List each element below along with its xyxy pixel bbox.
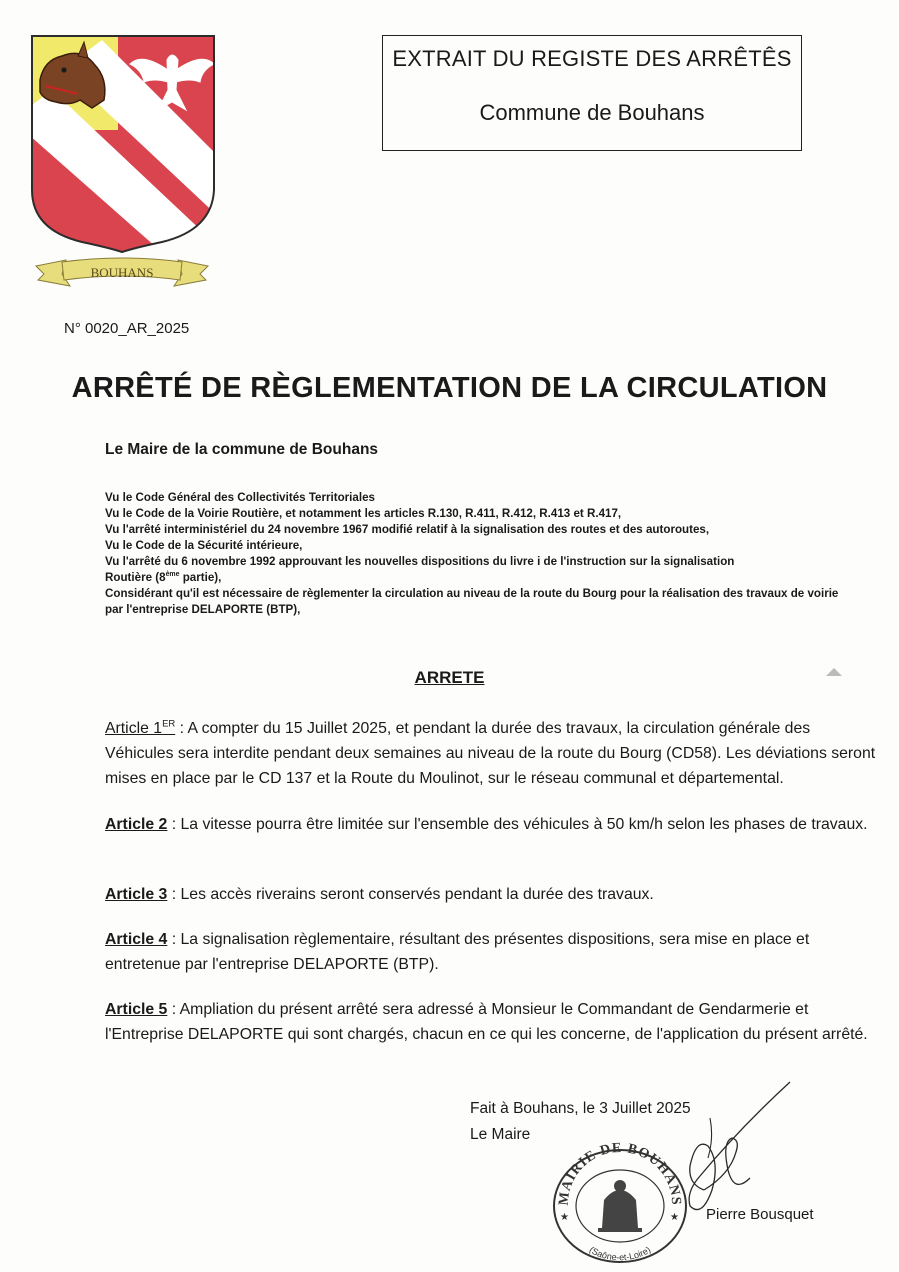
article-label: Article 4 [105, 931, 168, 948]
article-3 [105, 882, 880, 907]
article-text: : La vitesse pourra être limitée sur l'ensemble des véhicules à 50 km/h selon les phases de travaux. [167, 816, 868, 833]
signature-role: Le Maire [470, 1126, 531, 1143]
consideration-item [105, 570, 885, 586]
article-text: : Ampliation du présent arrêté sera adressé à Monsieur le Commandant de Gendarmerie et l'Entreprise DELAPORTE qui sont chargés, chacun en ce qui les concerne, de l'application du présent arrêté. [105, 1001, 868, 1043]
consideration-item: Vu le Code Général des Collectivités Territoriales [105, 491, 375, 504]
article-label: Article 3 [105, 886, 168, 903]
banner-text: BOUHANS [90, 265, 154, 280]
commune-name: Commune de Bouhans [479, 100, 705, 125]
signature-place-date: Fait à Bouhans, le 3 Juillet 2025 [470, 1100, 691, 1117]
consideration-item: Considérant qu'il est nécessaire de règlementer la circulation au niveau de la route du Bourg pour la réalisation des travaux de voirie [105, 587, 839, 600]
header-box [382, 35, 802, 151]
signatory-name: Pierre Bousquet [706, 1206, 814, 1223]
consideration-item: Vu l'arrêté interministériel du 24 novembre 1967 modifié relatif à la signalisation des routes et des autoroutes, [105, 523, 710, 536]
article-label [105, 720, 175, 737]
article-label: Article 2 [105, 816, 168, 833]
svg-text:★: ★ [560, 1212, 569, 1223]
superscript: ème [165, 571, 180, 579]
mayor-line: Le Maire de la commune de Bouhans [105, 441, 379, 458]
consideration-item: Vu le Code de la Sécurité intérieure, [105, 539, 303, 552]
page-title: ARRÊTÉ DE RÈGLEMENTATION DE LA CIRCULATION [71, 372, 828, 404]
article-label-text: Article 1 [105, 720, 163, 737]
article-text: : Les accès riverains seront conservés pendant la durée des travaux. [167, 886, 654, 903]
superscript: ER [162, 718, 176, 730]
svg-text:★: ★ [670, 1212, 679, 1223]
article-label: Article 5 [105, 1001, 168, 1018]
scan-mark-icon [826, 668, 842, 676]
stamp-text-top: MAIRIE DE BOUHANS [556, 1140, 684, 1207]
reference-number: N° 0020_AR_2025 [64, 320, 190, 337]
consideration-item: Vu l'arrêté du 6 novembre 1992 approuvant les nouvelles dispositions du livre i de l'instruction sur la signalisation [105, 555, 735, 568]
consideration-item: Vu le Code de la Voirie Routière, et notamment les articles R.130, R.411, R.412, R.413 et R.417, [105, 507, 622, 520]
consideration-item: par l'entreprise DELAPORTE (BTP), [105, 603, 301, 616]
stamp-text-bottom: (Saône-et-Loire) [587, 1244, 653, 1263]
article-1 [105, 716, 880, 791]
article-4 [105, 927, 880, 977]
article-5 [105, 997, 880, 1047]
consideration-text: Routière (8 [105, 571, 166, 584]
consideration-text: partie), [179, 571, 222, 584]
coat-of-arms-logo [22, 30, 222, 295]
decree-heading: ARRETE [414, 668, 485, 687]
register-extract-title: EXTRAIT DU REGISTE DES ARRÊTÊS [392, 46, 792, 71]
considerations-list [105, 490, 885, 618]
article-2 [105, 812, 880, 837]
article-text: : La signalisation règlementaire, résultant des présentes dispositions, sera mise en place et entretenue par l'entreprise DELAPORTE (BTP). [105, 931, 810, 973]
article-text: : A compter du 15 Juillet 2025, et pendant la durée des travaux, la circulation générale des Véhicules sera interdite pendant deux semaines au niveau de la route du Bourg (CD58). Les déviations seront mises en place par le CD 137 et la Route du Moulinot, sur le réseau communal et départemental. [105, 720, 876, 787]
